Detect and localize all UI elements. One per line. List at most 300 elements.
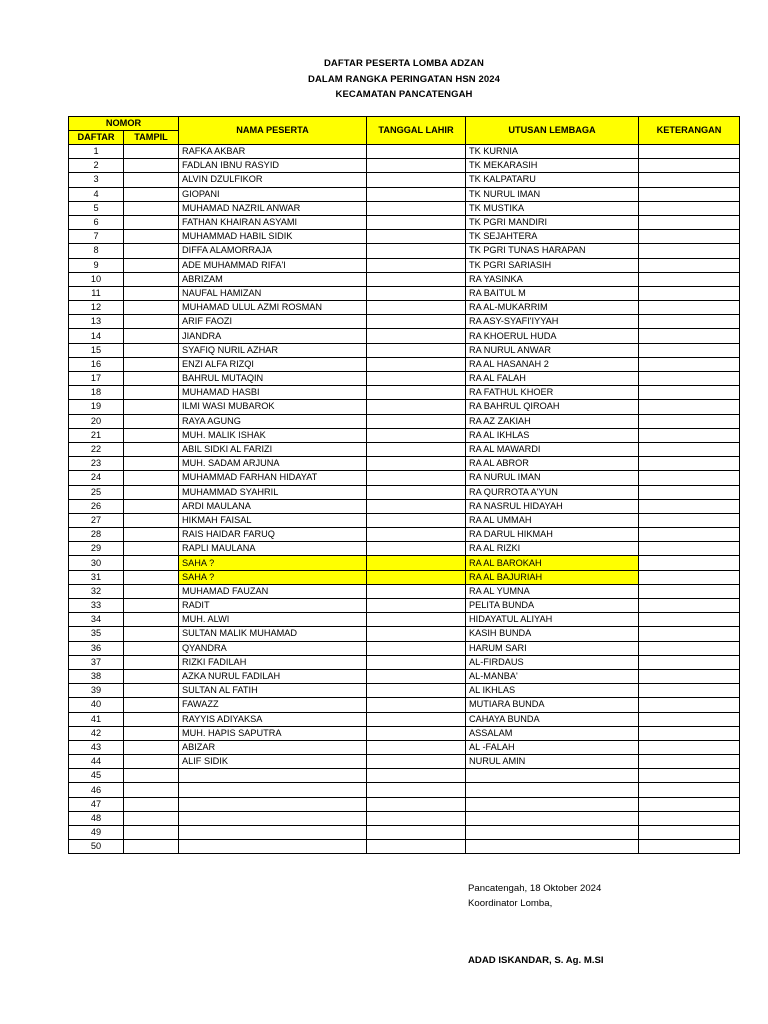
cell-nama-peserta: FADLAN IBNU RASYID xyxy=(179,159,367,173)
cell-daftar: 4 xyxy=(69,187,124,201)
cell-tampil xyxy=(124,528,179,542)
cell-utusan-lembaga: TK PGRI SARIASIH xyxy=(466,258,639,272)
cell-tanggal-lahir xyxy=(367,811,466,825)
cell-keterangan xyxy=(639,783,740,797)
cell-utusan-lembaga: TK MUSTIKA xyxy=(466,201,639,215)
cell-tampil xyxy=(124,173,179,187)
cell-daftar: 3 xyxy=(69,173,124,187)
cell-utusan-lembaga xyxy=(466,783,639,797)
table-row xyxy=(69,528,740,542)
table-row xyxy=(69,627,740,641)
cell-tanggal-lahir xyxy=(367,258,466,272)
cell-tanggal-lahir xyxy=(367,230,466,244)
cell-keterangan xyxy=(639,499,740,513)
cell-tanggal-lahir xyxy=(367,386,466,400)
cell-tampil xyxy=(124,584,179,598)
cell-daftar: 26 xyxy=(69,499,124,513)
cell-daftar: 41 xyxy=(69,712,124,726)
signature-name: ADAD ISKANDAR, S. Ag. M.SI xyxy=(468,955,604,966)
cell-tanggal-lahir xyxy=(367,499,466,513)
cell-utusan-lembaga xyxy=(466,797,639,811)
cell-keterangan xyxy=(639,400,740,414)
cell-nama-peserta: BAHRUL MUTAQIN xyxy=(179,372,367,386)
cell-utusan-lembaga: KASIH BUNDA xyxy=(466,627,639,641)
cell-keterangan xyxy=(639,599,740,613)
cell-tampil xyxy=(124,485,179,499)
table-row xyxy=(69,684,740,698)
table-row xyxy=(69,244,740,258)
cell-tampil xyxy=(124,471,179,485)
cell-nama-peserta: ABIZAR xyxy=(179,740,367,754)
cell-utusan-lembaga: AL-FIRDAUS xyxy=(466,655,639,669)
cell-tanggal-lahir xyxy=(367,684,466,698)
cell-tampil xyxy=(124,627,179,641)
cell-nama-peserta: MUHAMMAD SYAHRIL xyxy=(179,485,367,499)
cell-utusan-lembaga: RA AL YUMNA xyxy=(466,584,639,598)
cell-nama-peserta: AZKA NURUL FADILAH xyxy=(179,669,367,683)
cell-nama-peserta xyxy=(179,840,367,854)
cell-daftar: 2 xyxy=(69,159,124,173)
cell-tanggal-lahir xyxy=(367,343,466,357)
cell-nama-peserta: QYANDRA xyxy=(179,641,367,655)
cell-daftar: 30 xyxy=(69,556,124,570)
table-row xyxy=(69,755,740,769)
cell-daftar: 16 xyxy=(69,357,124,371)
cell-daftar: 37 xyxy=(69,655,124,669)
cell-nama-peserta: ARDI MAULANA xyxy=(179,499,367,513)
cell-tanggal-lahir xyxy=(367,159,466,173)
cell-tanggal-lahir xyxy=(367,315,466,329)
cell-tampil xyxy=(124,726,179,740)
cell-tanggal-lahir xyxy=(367,712,466,726)
cell-tampil xyxy=(124,783,179,797)
cell-nama-peserta: ARIF FAOZI xyxy=(179,315,367,329)
cell-daftar: 29 xyxy=(69,542,124,556)
cell-nama-peserta xyxy=(179,811,367,825)
cell-nama-peserta: ABIL SIDKI AL FARIZI xyxy=(179,442,367,456)
cell-daftar: 5 xyxy=(69,201,124,215)
cell-daftar: 35 xyxy=(69,627,124,641)
document-title: DAFTAR PESERTA LOMBA ADZAN xyxy=(323,58,485,69)
cell-tampil xyxy=(124,740,179,754)
cell-keterangan xyxy=(639,769,740,783)
cell-nama-peserta xyxy=(179,826,367,840)
cell-utusan-lembaga: RA ASY-SYAFI'IYYAH xyxy=(466,315,639,329)
cell-utusan-lembaga: RA KHOERUL HUDA xyxy=(466,329,639,343)
table-row xyxy=(69,669,740,683)
cell-nama-peserta: RAFKA AKBAR xyxy=(179,145,367,159)
cell-tanggal-lahir xyxy=(367,826,466,840)
table-row xyxy=(69,726,740,740)
table-row xyxy=(69,215,740,229)
cell-keterangan xyxy=(639,826,740,840)
cell-utusan-lembaga xyxy=(466,811,639,825)
cell-utusan-lembaga xyxy=(466,769,639,783)
cell-keterangan xyxy=(639,627,740,641)
cell-utusan-lembaga: TK PGRI TUNAS HARAPAN xyxy=(466,244,639,258)
cell-tampil xyxy=(124,301,179,315)
cell-nama-peserta: RADIT xyxy=(179,599,367,613)
cell-nama-peserta: MUHAMAD ULUL AZMI ROSMAN xyxy=(179,301,367,315)
cell-nama-peserta: SULTAN MALIK MUHAMAD xyxy=(179,627,367,641)
cell-daftar: 44 xyxy=(69,755,124,769)
cell-utusan-lembaga: RA AL UMMAH xyxy=(466,513,639,527)
table-row xyxy=(69,485,740,499)
cell-tampil xyxy=(124,755,179,769)
cell-keterangan xyxy=(639,712,740,726)
cell-tanggal-lahir xyxy=(367,627,466,641)
cell-daftar: 39 xyxy=(69,684,124,698)
cell-utusan-lembaga: RA AL HASANAH 2 xyxy=(466,357,639,371)
signature-role: Koordinator Lomba, xyxy=(468,898,553,909)
table-row xyxy=(69,187,740,201)
cell-nama-peserta xyxy=(179,783,367,797)
cell-daftar: 50 xyxy=(69,840,124,854)
header-tampil: TAMPIL xyxy=(124,131,179,145)
cell-daftar: 45 xyxy=(69,769,124,783)
cell-tampil xyxy=(124,215,179,229)
cell-keterangan xyxy=(639,684,740,698)
cell-keterangan xyxy=(639,230,740,244)
header-keterangan: KETERANGAN xyxy=(639,117,740,145)
table-row xyxy=(69,613,740,627)
cell-nama-peserta: ENZI ALFA RIZQI xyxy=(179,357,367,371)
cell-tampil xyxy=(124,698,179,712)
cell-daftar: 40 xyxy=(69,698,124,712)
table-row xyxy=(69,811,740,825)
table-row xyxy=(69,145,740,159)
table-row xyxy=(69,329,740,343)
cell-tampil xyxy=(124,442,179,456)
cell-utusan-lembaga: HIDAYATUL ALIYAH xyxy=(466,613,639,627)
cell-keterangan xyxy=(639,556,740,570)
cell-keterangan xyxy=(639,286,740,300)
cell-tanggal-lahir xyxy=(367,542,466,556)
cell-nama-peserta: FATHAN KHAIRAN ASYAMI xyxy=(179,215,367,229)
cell-tampil xyxy=(124,159,179,173)
table-row xyxy=(69,712,740,726)
cell-keterangan xyxy=(639,187,740,201)
table-row xyxy=(69,740,740,754)
cell-keterangan xyxy=(639,726,740,740)
cell-keterangan xyxy=(639,145,740,159)
cell-daftar: 18 xyxy=(69,386,124,400)
cell-tampil xyxy=(124,187,179,201)
cell-tanggal-lahir xyxy=(367,428,466,442)
table-row xyxy=(69,513,740,527)
table-row xyxy=(69,357,740,371)
cell-nama-peserta: GIOPANI xyxy=(179,187,367,201)
cell-utusan-lembaga: RA AL-MUKARRIM xyxy=(466,301,639,315)
table-row xyxy=(69,698,740,712)
cell-tanggal-lahir xyxy=(367,457,466,471)
cell-daftar: 22 xyxy=(69,442,124,456)
table-row xyxy=(69,343,740,357)
cell-utusan-lembaga: RA AL RIZKI xyxy=(466,542,639,556)
cell-daftar: 46 xyxy=(69,783,124,797)
cell-keterangan xyxy=(639,301,740,315)
cell-tampil xyxy=(124,641,179,655)
cell-nama-peserta: MUHAMAD HASBI xyxy=(179,386,367,400)
cell-daftar: 13 xyxy=(69,315,124,329)
cell-tampil xyxy=(124,286,179,300)
cell-tanggal-lahir xyxy=(367,329,466,343)
cell-tanggal-lahir xyxy=(367,740,466,754)
header-tanggal-lahir: TANGGAL LAHIR xyxy=(367,117,466,145)
cell-utusan-lembaga: TK MEKARASIH xyxy=(466,159,639,173)
cell-tanggal-lahir xyxy=(367,471,466,485)
header-utusan-lembaga: UTUSAN LEMBAGA xyxy=(466,117,639,145)
cell-nama-peserta xyxy=(179,797,367,811)
cell-tampil xyxy=(124,315,179,329)
cell-utusan-lembaga: RA AL FALAH xyxy=(466,372,639,386)
cell-keterangan xyxy=(639,201,740,215)
cell-daftar: 15 xyxy=(69,343,124,357)
cell-tampil xyxy=(124,457,179,471)
cell-daftar: 23 xyxy=(69,457,124,471)
cell-keterangan xyxy=(639,528,740,542)
cell-tanggal-lahir xyxy=(367,414,466,428)
cell-utusan-lembaga: RA AL ABROR xyxy=(466,457,639,471)
cell-nama-peserta: MUHAMMAD FARHAN HIDAYAT xyxy=(179,471,367,485)
table-row xyxy=(69,372,740,386)
cell-utusan-lembaga: RA NASRUL HIDAYAH xyxy=(466,499,639,513)
cell-nama-peserta: SYAFIQ NURIL AZHAR xyxy=(179,343,367,357)
cell-daftar: 20 xyxy=(69,414,124,428)
cell-utusan-lembaga: RA NURUL IMAN xyxy=(466,471,639,485)
cell-keterangan xyxy=(639,315,740,329)
header-daftar: DAFTAR xyxy=(69,131,124,145)
cell-nama-peserta: RAYA AGUNG xyxy=(179,414,367,428)
cell-daftar: 34 xyxy=(69,613,124,627)
cell-utusan-lembaga: RA BAHRUL QIROAH xyxy=(466,400,639,414)
cell-daftar: 11 xyxy=(69,286,124,300)
table-row xyxy=(69,556,740,570)
cell-daftar: 24 xyxy=(69,471,124,485)
cell-keterangan xyxy=(639,414,740,428)
cell-daftar: 6 xyxy=(69,215,124,229)
cell-tampil xyxy=(124,513,179,527)
cell-nama-peserta: FAWAZZ xyxy=(179,698,367,712)
cell-keterangan xyxy=(639,811,740,825)
cell-tanggal-lahir xyxy=(367,797,466,811)
cell-nama-peserta: DIFFA ALAMORRAJA xyxy=(179,244,367,258)
cell-keterangan xyxy=(639,215,740,229)
cell-utusan-lembaga: AL-MANBA' xyxy=(466,669,639,683)
cell-keterangan xyxy=(639,584,740,598)
cell-nama-peserta: ALIF SIDIK xyxy=(179,755,367,769)
cell-tampil xyxy=(124,343,179,357)
cell-tampil xyxy=(124,613,179,627)
cell-tampil xyxy=(124,400,179,414)
cell-tampil xyxy=(124,797,179,811)
cell-utusan-lembaga: ASSALAM xyxy=(466,726,639,740)
cell-daftar: 42 xyxy=(69,726,124,740)
cell-nama-peserta: RAYYIS ADIYAKSA xyxy=(179,712,367,726)
table-row xyxy=(69,230,740,244)
cell-daftar: 36 xyxy=(69,641,124,655)
cell-nama-peserta: HIKMAH FAISAL xyxy=(179,513,367,527)
cell-keterangan xyxy=(639,471,740,485)
cell-utusan-lembaga: TK SEJAHTERA xyxy=(466,230,639,244)
cell-daftar: 47 xyxy=(69,797,124,811)
cell-utusan-lembaga: RA NURUL ANWAR xyxy=(466,343,639,357)
table-row xyxy=(69,173,740,187)
cell-daftar: 19 xyxy=(69,400,124,414)
cell-tampil xyxy=(124,826,179,840)
cell-tampil xyxy=(124,244,179,258)
cell-keterangan xyxy=(639,485,740,499)
cell-utusan-lembaga: MUTIARA BUNDA xyxy=(466,698,639,712)
table-row xyxy=(69,826,740,840)
cell-tanggal-lahir xyxy=(367,599,466,613)
cell-keterangan xyxy=(639,258,740,272)
cell-daftar: 27 xyxy=(69,513,124,527)
cell-utusan-lembaga: RA AL MAWARDI xyxy=(466,442,639,456)
cell-tampil xyxy=(124,769,179,783)
table-row xyxy=(69,570,740,584)
cell-utusan-lembaga: RA QURROTA A'YUN xyxy=(466,485,639,499)
cell-daftar: 17 xyxy=(69,372,124,386)
cell-tanggal-lahir xyxy=(367,613,466,627)
cell-utusan-lembaga: CAHAYA BUNDA xyxy=(466,712,639,726)
table-row xyxy=(69,315,740,329)
cell-tanggal-lahir xyxy=(367,485,466,499)
cell-nama-peserta: SAHA ? xyxy=(179,556,367,570)
cell-tampil xyxy=(124,329,179,343)
cell-tanggal-lahir xyxy=(367,528,466,542)
cell-tampil xyxy=(124,386,179,400)
cell-tampil xyxy=(124,599,179,613)
cell-tampil xyxy=(124,811,179,825)
cell-utusan-lembaga: RA AL BAROKAH xyxy=(466,556,639,570)
cell-tampil xyxy=(124,499,179,513)
table-row xyxy=(69,641,740,655)
table-row xyxy=(69,499,740,513)
cell-utusan-lembaga: RA AL BAJURIAH xyxy=(466,570,639,584)
cell-tanggal-lahir xyxy=(367,442,466,456)
cell-daftar: 10 xyxy=(69,272,124,286)
cell-daftar: 8 xyxy=(69,244,124,258)
cell-nama-peserta xyxy=(179,769,367,783)
cell-keterangan xyxy=(639,570,740,584)
cell-keterangan xyxy=(639,698,740,712)
cell-nama-peserta: RIZKI FADILAH xyxy=(179,655,367,669)
cell-keterangan xyxy=(639,797,740,811)
cell-keterangan xyxy=(639,159,740,173)
cell-daftar: 21 xyxy=(69,428,124,442)
table-row xyxy=(69,599,740,613)
cell-keterangan xyxy=(639,272,740,286)
cell-nama-peserta: MUHAMAD FAUZAN xyxy=(179,584,367,598)
cell-tanggal-lahir xyxy=(367,357,466,371)
cell-tanggal-lahir xyxy=(367,400,466,414)
cell-keterangan xyxy=(639,372,740,386)
table-row xyxy=(69,542,740,556)
cell-tanggal-lahir xyxy=(367,556,466,570)
participant-table xyxy=(68,116,740,854)
cell-nama-peserta: JIANDRA xyxy=(179,329,367,343)
cell-tanggal-lahir xyxy=(367,755,466,769)
cell-tampil xyxy=(124,428,179,442)
cell-keterangan xyxy=(639,457,740,471)
cell-tanggal-lahir xyxy=(367,769,466,783)
cell-keterangan xyxy=(639,442,740,456)
table-row xyxy=(69,655,740,669)
cell-utusan-lembaga: RA AL IKHLAS xyxy=(466,428,639,442)
cell-keterangan xyxy=(639,740,740,754)
table-row xyxy=(69,783,740,797)
cell-tanggal-lahir xyxy=(367,286,466,300)
table-row xyxy=(69,159,740,173)
cell-nama-peserta: RAIS HAIDAR FARUQ xyxy=(179,528,367,542)
table-row xyxy=(69,428,740,442)
cell-tampil xyxy=(124,201,179,215)
cell-tampil xyxy=(124,230,179,244)
cell-tampil xyxy=(124,556,179,570)
cell-tanggal-lahir xyxy=(367,201,466,215)
table-row xyxy=(69,414,740,428)
table-row xyxy=(69,201,740,215)
cell-keterangan xyxy=(639,357,740,371)
cell-tanggal-lahir xyxy=(367,783,466,797)
cell-tampil xyxy=(124,542,179,556)
cell-utusan-lembaga xyxy=(466,840,639,854)
cell-nama-peserta: ALVIN DZULFIKOR xyxy=(179,173,367,187)
cell-nama-peserta: RAPLI MAULANA xyxy=(179,542,367,556)
cell-tanggal-lahir xyxy=(367,215,466,229)
cell-keterangan xyxy=(639,840,740,854)
cell-tampil xyxy=(124,258,179,272)
cell-keterangan xyxy=(639,641,740,655)
cell-keterangan xyxy=(639,513,740,527)
table-row xyxy=(69,584,740,598)
cell-tanggal-lahir xyxy=(367,726,466,740)
cell-tampil xyxy=(124,570,179,584)
table-row xyxy=(69,797,740,811)
cell-nama-peserta: ADE MUHAMMAD RIFA'I xyxy=(179,258,367,272)
cell-utusan-lembaga xyxy=(466,826,639,840)
cell-keterangan xyxy=(639,755,740,769)
cell-daftar: 33 xyxy=(69,599,124,613)
cell-keterangan xyxy=(639,329,740,343)
cell-nama-peserta: SULTAN AL FATIH xyxy=(179,684,367,698)
cell-utusan-lembaga: TK KALPATARU xyxy=(466,173,639,187)
cell-utusan-lembaga: PELITA BUNDA xyxy=(466,599,639,613)
cell-tanggal-lahir xyxy=(367,840,466,854)
cell-utusan-lembaga: RA YASINKA xyxy=(466,272,639,286)
cell-nama-peserta: MUH. SADAM ARJUNA xyxy=(179,457,367,471)
cell-keterangan xyxy=(639,613,740,627)
cell-tampil xyxy=(124,145,179,159)
table-row xyxy=(69,301,740,315)
table-row xyxy=(69,258,740,272)
cell-utusan-lembaga: AL IKHLAS xyxy=(466,684,639,698)
document-location: KECAMATAN PANCATENGAH xyxy=(335,89,473,100)
cell-nama-peserta: SAHA ? xyxy=(179,570,367,584)
table-row xyxy=(69,272,740,286)
cell-utusan-lembaga: TK KURNIA xyxy=(466,145,639,159)
cell-tampil xyxy=(124,669,179,683)
cell-nama-peserta: MUH. MALIK ISHAK xyxy=(179,428,367,442)
cell-tampil xyxy=(124,414,179,428)
cell-tanggal-lahir xyxy=(367,244,466,258)
cell-nama-peserta: ABRIZAM xyxy=(179,272,367,286)
cell-tanggal-lahir xyxy=(367,584,466,598)
cell-tanggal-lahir xyxy=(367,272,466,286)
cell-tanggal-lahir xyxy=(367,641,466,655)
cell-keterangan xyxy=(639,386,740,400)
